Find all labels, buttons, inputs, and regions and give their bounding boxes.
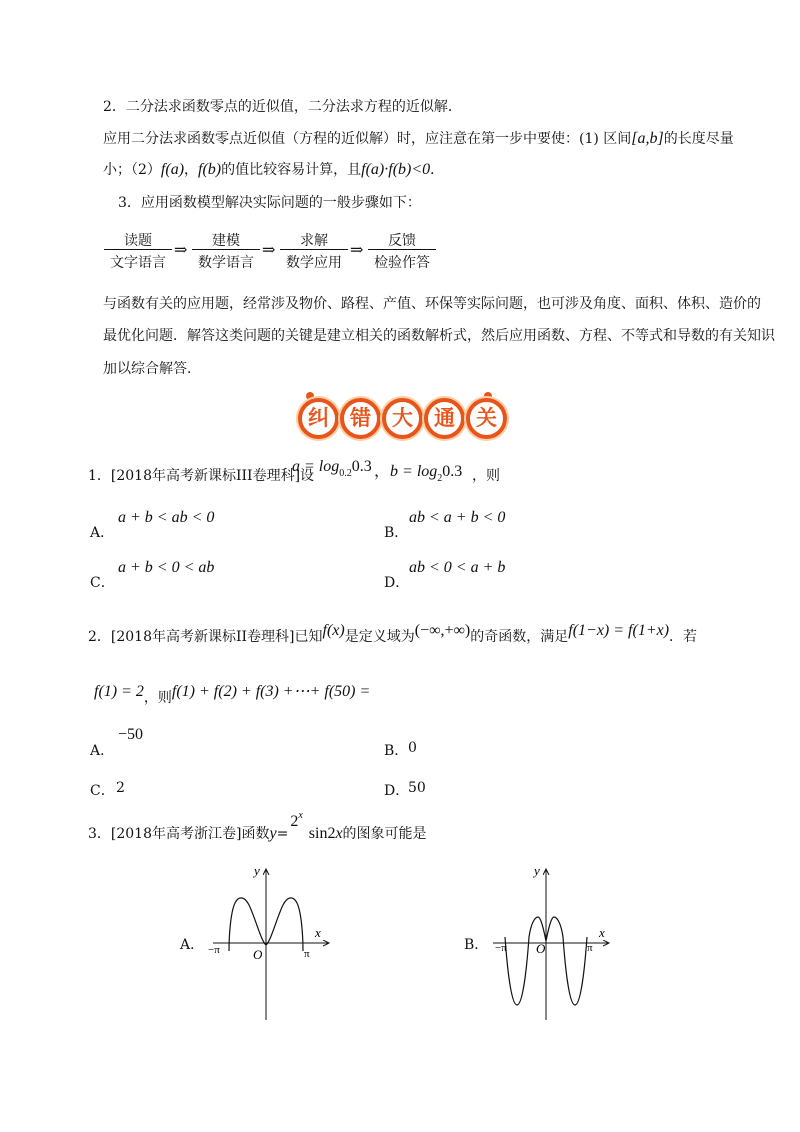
banner-char: 通: [424, 398, 465, 439]
q2-stem-line2: [94, 681, 371, 706]
banner-char: 纠: [298, 398, 339, 439]
section3-line1: 3．应用函数模型解决实际问题的一般步骤如下：: [118, 195, 421, 211]
q1-a-base: 0.2: [339, 468, 352, 479]
flow-step-2-bottom: 数学语言: [198, 255, 254, 271]
q1-stem-text: 1．[2018年高考新课标III卷理科]设: [88, 468, 315, 484]
q2-option-d-label[interactable]: D．: [384, 783, 410, 799]
q3-base: 2: [290, 813, 299, 830]
flow-arrow-1: ⇒: [174, 240, 188, 259]
q2-option-b-label[interactable]: B．: [384, 743, 409, 759]
q3-option-a-label[interactable]: A．: [180, 937, 205, 953]
q2-given: f(1) = 2: [94, 683, 144, 700]
flow-step-1-line: [104, 249, 172, 250]
q3-graph-b[interactable]: [485, 855, 615, 1025]
section2-line2: [103, 128, 734, 148]
section2-line2-tail: 的长度尽量: [663, 131, 734, 147]
flow-step-4-bottom: 检验作答: [374, 255, 430, 271]
q2-sum: f(1) + f(2) + f(3) +⋯+ f(50) =: [171, 683, 371, 700]
section2-line3-text: 小；（2）: [103, 162, 161, 178]
q1-option-d-label[interactable]: D．: [384, 575, 410, 591]
q1-b-def: ，$b = \log_20.3$: [374, 463, 463, 484]
q2-tail: ．若: [669, 629, 698, 645]
banner-char: 大: [382, 398, 423, 439]
flow-step-2-line: [192, 249, 260, 250]
q2-option-b-value[interactable]: 0: [408, 740, 417, 756]
q1-b-base: 2: [437, 473, 443, 484]
q2-option-d-value[interactable]: 50: [408, 780, 426, 796]
q3-graph-a[interactable]: [205, 855, 335, 1025]
q2-then: ，则: [143, 690, 172, 706]
q1-a-arg: 0.3: [351, 458, 372, 475]
q1-stem: [88, 465, 314, 485]
q3-x: x: [335, 825, 343, 842]
q3-tail: 的图象可能是: [342, 826, 427, 842]
q2-option-a-value[interactable]: −50: [118, 726, 144, 743]
banner-char: 关: [466, 398, 507, 439]
origin-label: O: [536, 941, 546, 956]
section3-para-line2: 最优化问题．解答这类问题的关键是建立相关的函数解析式，然后应用函数、方程、不等式和导数的有关知识: [103, 328, 775, 344]
q1-option-c-expr[interactable]: a + b < 0 < ab: [118, 559, 215, 576]
q3-exp: x: [298, 810, 303, 821]
x-axis-label: x: [315, 925, 321, 940]
section2-line3: [103, 159, 444, 179]
product-expr: f(a)·f(b)<0: [361, 161, 431, 178]
period: ．: [430, 162, 445, 178]
q3-option-b-label[interactable]: B．: [464, 937, 489, 953]
flow-step-4-line: [368, 249, 436, 250]
flow-step-1-bottom: 文字语言: [110, 255, 166, 271]
q2-option-a-label[interactable]: A．: [90, 743, 115, 759]
section3-para-line1: 与函数有关的应用题，经常涉及物价、路程、产值、环保等实际问题，也可涉及角度、面积、体积、造价的: [103, 296, 761, 312]
flow-step-4-top: 反馈: [388, 233, 416, 249]
q1-tail: ，则: [472, 468, 500, 484]
interval-expr: [a,b]: [631, 130, 664, 147]
q3-sin: sin2: [308, 825, 336, 842]
q2-mid: 是定义域为: [344, 629, 415, 645]
pi-label: π: [587, 942, 593, 954]
section3-para-line3: 加以综合解答．: [103, 361, 201, 377]
flow-step-3-top: 求解: [300, 233, 328, 249]
origin-label: O: [253, 947, 263, 962]
q2-stem-text: 2．[2018年高考新课标II卷理科]已知: [88, 629, 323, 645]
flow-arrow-3: ⇒: [350, 240, 364, 259]
q3-stem-text: 3．[2018年高考浙江卷]函数: [88, 826, 270, 842]
q3-y: y: [269, 825, 277, 842]
section2-line1: 2．二分法求函数零点的近似值，二分法求方程的近似解．: [103, 99, 462, 115]
y-axis-label: y: [254, 863, 260, 878]
x-axis-label: x: [599, 925, 605, 940]
flow-step-3-bottom: 数学应用: [286, 255, 342, 271]
q1-option-a-label[interactable]: A．: [90, 525, 115, 541]
flow-arrow-2: ⇒: [262, 240, 276, 259]
q3-eq: =: [276, 826, 289, 842]
q2-stem-line1: [88, 622, 698, 646]
neg-pi-label: −π: [495, 942, 507, 954]
y-axis-label: y: [534, 863, 540, 878]
q1-a-def: [292, 458, 372, 479]
q1-option-c-label[interactable]: C．: [90, 575, 115, 591]
flow-step-2-top: 建模: [212, 233, 240, 249]
fa-expr: f(a): [160, 161, 185, 178]
q2-option-c-label[interactable]: C．: [90, 783, 115, 799]
comma: ，: [184, 162, 199, 178]
q2-condition: f(1−x) = f(1+x): [568, 622, 670, 639]
q2-fx: f(x): [322, 622, 345, 639]
q1-b-arg: 0.3: [442, 463, 463, 480]
flow-step-1-top: 读题: [124, 233, 152, 249]
section2-line3-mid: 的值比较容易计算，且: [221, 162, 362, 178]
section2-line2-text: 应用二分法求函数零点近似值（方程的近似解）时，应注意在第一步中要使：(1) 区间: [103, 131, 632, 147]
q1-option-b-label[interactable]: B．: [384, 525, 409, 541]
q1-option-d-expr[interactable]: ab < 0 < a + b: [409, 559, 506, 576]
fb-expr: f(b): [198, 161, 222, 178]
q2-option-c-value[interactable]: 2: [116, 780, 125, 796]
q2-mid2: 的奇函数，满足: [470, 629, 569, 645]
pi-label: π: [304, 948, 310, 960]
banner-char: 错: [340, 398, 381, 439]
q1-option-b-expr[interactable]: ab < a + b < 0: [409, 509, 506, 526]
q3-stem: [88, 810, 427, 843]
q1-a-expr: a = log: [292, 458, 340, 475]
q2-domain: (−∞,+∞): [414, 622, 471, 639]
neg-pi-label: −π: [208, 944, 220, 956]
flow-step-3-line: [280, 249, 348, 250]
q1-b-expr: b = log: [390, 463, 438, 480]
q1-option-a-expr[interactable]: a + b < ab < 0: [118, 509, 215, 526]
